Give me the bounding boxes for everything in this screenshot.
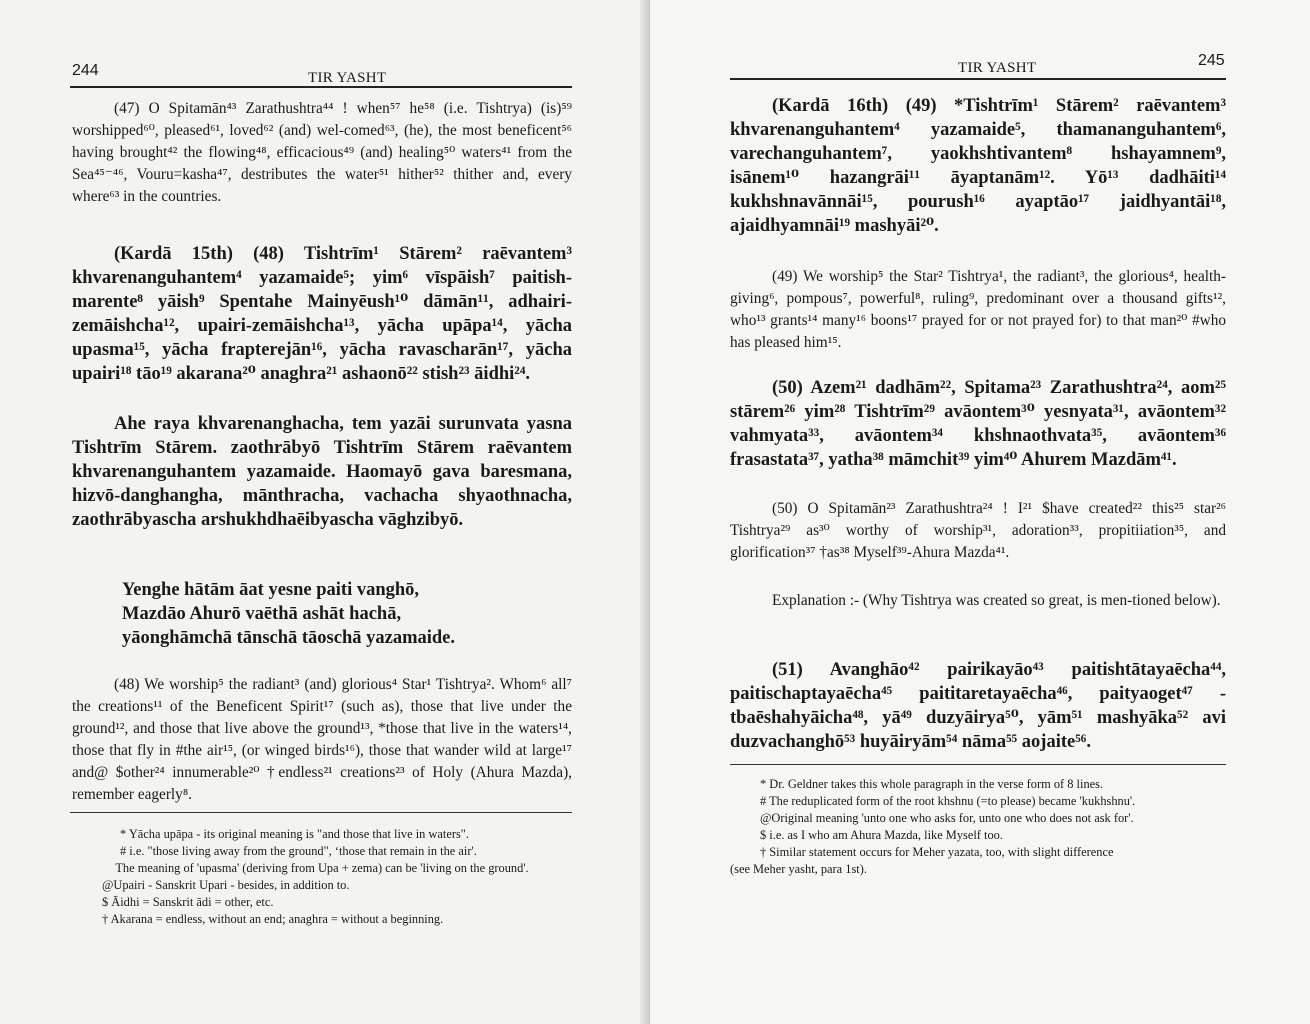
header-rule-left [70,86,572,88]
footnotes-left [72,826,572,928]
page-number-left: 244 [72,62,99,79]
footnote: * Yācha upāpa - its original meaning is "and those that live in waters". [120,827,469,841]
paragraph-48-translation: (48) We worship⁵ the radiant³ (and) glorious⁴ Star¹ Tishtrya². Whom⁶ all⁷ the creations¹¹ of the Beneficent Spirit¹⁷ (such as), those that live under the ground¹², and those that live above the ground¹³, *those that live in the waters¹⁴, those that fly in #the air¹⁵, (or winged birds¹⁶), those that wander wild at large¹⁷ and@ $other²⁴ innumerable²⁰ †endless²¹ creations²³ of Holy (Ahura Mazda), remember eagerly⁸. [72,676,572,803]
footnote-rule-left [70,812,572,813]
running-header-right: TIR YASHT [958,60,1037,76]
ahe-raya-avesta-text: Ahe raya khvarenanghacha, tem yazāi surunvata yasna Tishtrīm Stārem. zaothrābyō Tishtrīm Stārem raēvantem khvarenanguhantem yazamaide. Haomayō gava baresmana, hizvō-danghangha, mānthracha, vachacha shyaothnacha, zaothrābyascha arshukhdhaēibyascha vāghzibyō. [72,414,572,530]
yenghe-hatam-verse [122,578,572,650]
footnote: $ i.e. as I who am Ahura Mazda, like Myself too. [760,828,1003,842]
explanation-text: Explanation :- (Why Tishtrya was created so great, is men-tioned below). [772,592,1221,609]
header-rule-right [730,78,1226,80]
footnote: The meaning of 'upasma' (deriving from Upa + zema) can be 'living on the ground'. [115,861,529,875]
paragraph-49-translation: (49) We worship⁵ the Star² Tishtrya¹, the radiant³, the glorious⁴, health-giving⁶, pompous⁷, powerful⁸, ruling⁹, predominant over a thousand gifts¹², who¹³ grants¹⁴ many¹⁶ boons¹⁷ prayed for or not prayed for) to that man²⁰ #who has pleased him¹⁵. [730,268,1226,351]
footnote-rule-right [730,764,1226,765]
footnote: @Original meaning 'unto one who asks for, unto one who does not ask for'. [760,811,1134,825]
karda-15-avesta-text: (Kardā 15th) (48) Tishtrīm¹ Stārem² raēvantem³ khvarenanguhantem⁴ yazamaide⁵; yim⁶ vīspāish⁷ paitish-marente⁸ yāish⁹ Spentahe Mainyēush¹⁰ dāmān¹¹, adhairi-zemāishcha¹², upairi-zemāishcha¹³, yācha upāpa¹⁴, yācha upasma¹⁵, yācha frapterejān¹⁶, yācha ravascharān¹⁷, yācha upairi¹⁸ tāo¹⁹ akarana²⁰ anaghra²¹ ashaonō²² stish²³ āidhi²⁴. [72,244,572,384]
running-header-left: TIR YASHT [308,70,387,86]
left-page [0,0,650,1024]
karda-16-avesta-text: (Kardā 16th) (49) *Tishtrīm¹ Stārem² raēvantem³ khvarenanguhantem⁴ yazamaide⁵, thamananguhantem⁶, varechanguhantem⁷, yaokhshtivantem⁸ hshayamnem⁹, isānem¹⁰ hazangrāi¹¹ āyaptanām¹². Yō¹³ dadhāiti¹⁴ kukhshnavānnāi¹⁵, pourush¹⁶ ayaptāo¹⁷ jaidhyantāi¹⁸, ajaidhyamnāi¹⁹ mashyāi²⁰. [730,96,1226,236]
footnote: $ Āidhi = Sanskrit ādi = other, etc. [102,895,274,909]
page-number-right: 245 [1198,52,1225,69]
right-page [650,0,1310,1024]
paragraph-50-translation: (50) O Spitamān²³ Zarathushtra²⁴ ! I²¹ $have created²² this²⁵ star²⁶ Tishtrya²⁹ as³⁰ worthy of worship³¹, adoration³³, propitiiation³⁵, and glorification³⁷ †as³⁸ Myself³⁹-Ahura Mazda⁴¹. [730,500,1226,561]
footnote: (see Meher yasht, para 1st). [730,862,867,876]
verse-line: Yenghe hātām āat yesne paiti vanghō, [122,580,420,600]
paragraph-50-avesta-text: (50) Azem²¹ dadhām²², Spitama²³ Zarathushtra²⁴, aom²⁵ stārem²⁶ yim²⁸ Tishtrīm²⁹ avāontem³⁰ yesnyata³¹, avāontem³² vahmyata³³, avāontem³⁴ khshnaothvata³⁵, avāontem³⁶ frasastata³⁷, yatha³⁸ māmchit³⁹ yim⁴⁰ Ahurem Mazdām⁴¹. [730,378,1226,470]
footnotes-right [730,776,1226,878]
verse-line: yāonghāmchā tānschā tāoschā yazamaide. [122,628,456,648]
footnote: # i.e. "those living away from the ground", ʻthose that remain in the air'. [120,844,477,858]
footnote: # The reduplicated form of the root khshnu (=to please) became 'kukhshnu'. [760,794,1136,808]
footnote: † Akarana = endless, without an end; anaghra = without a beginning. [102,912,444,926]
paragraph-51-avesta-text: (51) Avanghāo⁴² pairikayāo⁴³ paitishtātayaēcha⁴⁴, paitischaptayaēcha⁴⁵ paititaretayaēcha⁴⁶, paityaoget⁴⁷ - tbaēshahyāicha⁴⁸, yā⁴⁹ duzyāirya⁵⁰, yām⁵¹ mashyāka⁵² avi duzvachanghō⁵³ huyāiryām⁵⁴ nāma⁵⁵ aojaite⁵⁶. [730,660,1226,752]
footnote: * Dr. Geldner takes this whole paragraph in the verse form of 8 lines. [760,777,1104,791]
paragraph-47-translation: (47) O Spitamān⁴³ Zarathushtra⁴⁴ ! when⁵⁷ he⁵⁸ (i.e. Tishtrya) (is)⁵⁹ worshipped⁶⁰, pleased⁶¹, loved⁶² (and) wel-comed⁶³, (he), the most beneficent⁵⁶ having brought⁴² the flowing⁴⁸, efficacious⁴⁹ (and) healing⁵⁰ waters⁴¹ from the Sea⁴⁵⁻⁴⁶, Vouru=kasha⁴⁷, destributes the water⁵¹ hither⁵² thither and, every where⁶³ in the countries. [72,100,572,205]
verse-line: Mazdāo Ahurō vaēthā ashāt hachā, [122,604,402,624]
footnote: @Upairi - Sanskrit Upari - besides, in addition to. [102,878,350,892]
footnote: † Similar statement occurs for Meher yazata, too, with slight difference [760,845,1114,859]
